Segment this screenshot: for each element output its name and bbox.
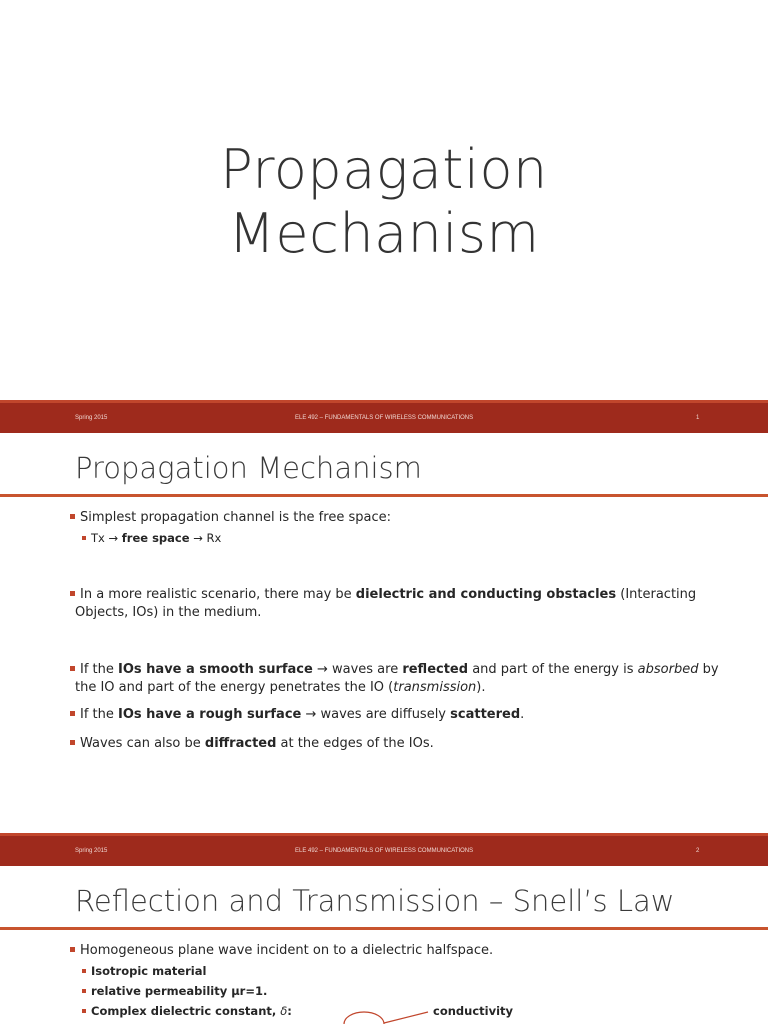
propagation-slide (0, 433, 768, 831)
bullet-marker (70, 711, 75, 716)
bullet-marker (70, 591, 75, 596)
footer-course: ELE 492 – FUNDAMENTALS OF WIRELESS COMMUNICATIONS (295, 848, 474, 854)
callout-line (384, 1012, 428, 1023)
footer-term: Spring 2015 (75, 848, 108, 854)
bullet-marker (70, 514, 75, 519)
bullet-diffraction: Waves can also be diffracted at the edges of the IOs. (70, 735, 434, 753)
bullet-marker (82, 536, 86, 540)
snells-law-slide (0, 866, 768, 1024)
footer-page-number: 2 (696, 848, 700, 854)
bullet-smooth-surface: If the IOs have a smooth surface → waves are reflected and part of the energy is absorbed by the IO and part of the energy penetrates the IO (transmission). (70, 661, 730, 697)
slide-2-footer (0, 833, 768, 866)
bullet-plane-wave: Homogeneous plane wave incident on to a dielectric halfspace. (70, 942, 493, 960)
slide-1-title-line-2: Mechanism (228, 202, 540, 265)
slide-1-title-line-1: Propagation (220, 138, 548, 201)
sub-bullet-isotropic: Isotropic material (82, 962, 206, 980)
slide-1-footer (0, 400, 768, 433)
title-rule (0, 494, 768, 497)
footer-course: ELE 492 – FUNDAMENTALS OF WIRELESS COMMUNICATIONS (295, 415, 474, 421)
sub-bullet-tx-rx: Tx → free space → Rx (82, 529, 221, 547)
footer-page-number: 1 (696, 415, 700, 421)
slide-3-title: Reflection and Transmission – Snell’s Law (75, 884, 675, 918)
footer-term: Spring 2015 (75, 415, 108, 421)
sub-bullet-dielectric: Complex dielectric constant, δ: (82, 1002, 292, 1020)
bullet-rough-surface: If the IOs have a rough surface → waves are diffusely scattered. (70, 706, 524, 724)
sub-bullet-permeability: relative permeability μr=1. (82, 982, 267, 1000)
bullet-obstacles: In a more realistic scenario, there may be dielectric and conducting obstacles (Interacting Objects, IOs) in the medium. (70, 586, 710, 622)
slide-2-title: Propagation Mechanism (75, 451, 422, 485)
title-slide (0, 0, 768, 398)
bullet-free-space: Simplest propagation channel is the free space: (70, 509, 391, 527)
conductivity-callout (0, 866, 768, 1024)
highlight-circle (344, 1012, 384, 1024)
bullet-marker (70, 666, 75, 671)
conductivity-label: conductivity (433, 1004, 514, 1018)
bullet-marker (70, 740, 75, 745)
